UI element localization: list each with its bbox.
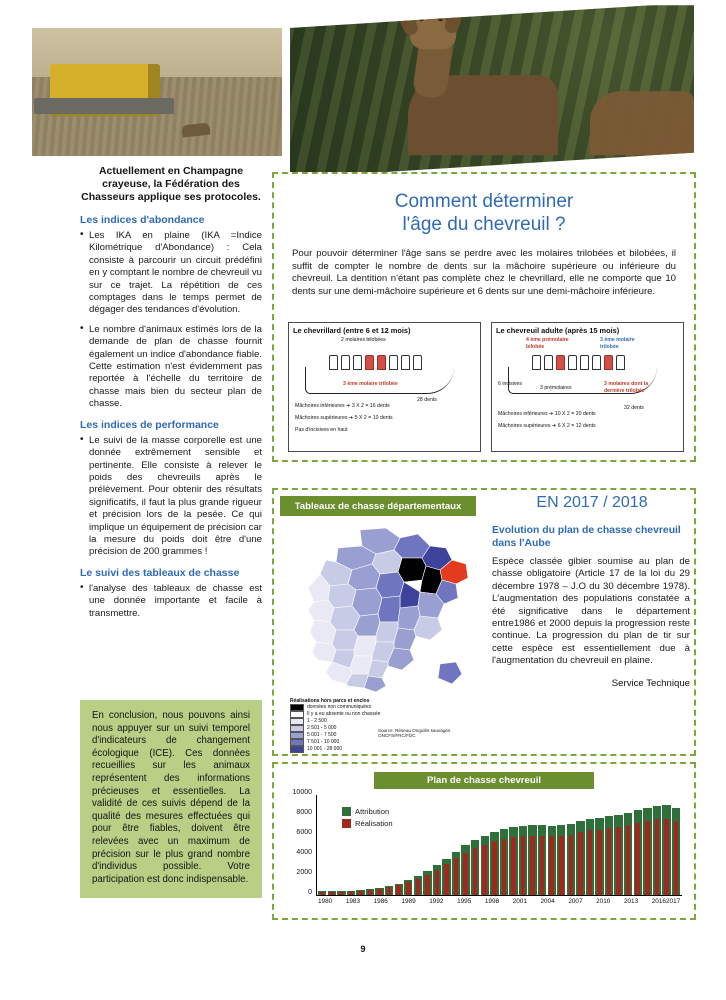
x-tick-label	[534, 898, 541, 905]
bar-realisation	[502, 839, 507, 895]
chart-plot	[282, 789, 690, 917]
age-box-title	[288, 190, 680, 236]
y-tick-label: 4000	[296, 849, 312, 856]
x-tick-label	[527, 898, 534, 905]
section-title-tableaux: Le suivi des tableaux de chasse	[80, 566, 240, 579]
legend-label-attribution: Attribution	[355, 807, 390, 816]
x-tick-label	[583, 898, 590, 905]
jaw-juvenile-line1: Mâchoires inférieures ➜ 3 X 2 = 16 dents	[295, 403, 390, 409]
bar-realisation	[387, 887, 392, 895]
bar-group	[395, 795, 403, 895]
jaw-diagrams	[288, 322, 684, 452]
legend-swatch	[290, 739, 304, 746]
bar-group	[375, 795, 383, 895]
x-tick-label: 2010	[596, 898, 611, 905]
list-item: • l'analyse des tableaux de chasse est une donnée importante et facile à transmettre.	[80, 583, 262, 620]
bar-group	[624, 795, 632, 895]
jaw-adult-title: Le chevreuil adulte (après 15 mois)	[496, 326, 620, 335]
bar-group	[481, 795, 489, 895]
jaw-diagram-juvenile	[288, 322, 481, 452]
map-legend	[290, 698, 480, 753]
chart-bars	[318, 795, 680, 895]
x-tick-label: 2013	[623, 898, 639, 905]
bar-group	[433, 795, 441, 895]
jaw-juvenile-line3: Pas d'incisives en haut	[295, 427, 348, 433]
x-tick-label: 1983	[345, 898, 361, 905]
legend-swatch	[290, 732, 304, 739]
list-tableaux	[80, 583, 262, 620]
page-number: 9	[360, 944, 366, 954]
x-tick-label	[589, 898, 596, 905]
x-tick-label	[388, 898, 395, 905]
bar-group	[548, 795, 556, 895]
legend-item	[290, 711, 480, 718]
x-tick-label	[610, 898, 617, 905]
jaw-adult-label-e: 3 molaires dont la dernière trilobée	[604, 381, 649, 394]
bar-realisation	[655, 819, 660, 895]
bar-realisation	[473, 848, 478, 895]
bar-group	[595, 795, 603, 895]
bar-realisation	[578, 832, 583, 895]
bar-realisation	[549, 836, 554, 895]
bar-realisation	[339, 892, 344, 896]
bar-group	[614, 795, 622, 895]
jaw-adult-label-a: 4 ème prémolaire bilobée	[526, 337, 569, 350]
bar-realisation	[616, 827, 621, 895]
x-tick-label	[638, 898, 645, 905]
bar-group	[528, 795, 536, 895]
tooth	[353, 355, 362, 370]
x-tick-label: 1980	[318, 898, 333, 905]
bar-realisation	[349, 891, 354, 895]
deer-antler-left	[416, 3, 424, 21]
x-tick-label	[395, 898, 402, 905]
bar-realisation	[530, 836, 535, 896]
chart-title: Plan de chasse chevreuil	[374, 772, 594, 789]
bar-group	[318, 795, 326, 895]
bar-realisation	[626, 825, 631, 895]
tooth-highlighted	[365, 355, 374, 370]
jaw-adult-line1: Mâchoires inférieures ➜ 10 X 2 = 20 dents	[498, 411, 596, 417]
bar-group	[461, 795, 469, 895]
age-box-lead: Pour pouvoir déterminer l'âge sans se perdre avec les molaires trilobées et bilobées, il suffit de compter le nombre de dents sur la mâchoire supérieure ou inférieure du chevreuil. La dentition n'étant pas complète chez le chevrillard, elle ne comporte que 10 dents sur une demi-mâchoire supérieure et 6 dents sur une demi-mâchoire inférieure.	[292, 248, 676, 297]
tooth	[389, 355, 398, 370]
bar-group	[509, 795, 517, 895]
x-tick-label	[506, 898, 513, 905]
list-item: • Le suivi de la masse corporelle est une donnée extrêmement sensible et pertinente. Elle consiste à relever le poids des chevreuils après le prélèvement. Pour obtenir des résultats significatifs, il faut la plus grande rigueur et précision lors de la pesée. Ce qui implique un équipement de précision car la mesure du poids doit être d'une précision de 200 grammes !	[80, 435, 262, 559]
tooth-highlighted	[604, 355, 613, 370]
x-tick-label	[450, 898, 457, 905]
legend-label: 10 001 - 28 000	[307, 746, 343, 752]
y-tick-label: 10000	[292, 789, 312, 796]
left-column	[80, 165, 262, 627]
x-tick-label: 1992	[429, 898, 444, 905]
list-abondance	[80, 230, 262, 411]
x-tick-label: 2016	[651, 898, 666, 905]
legend-label: données non communiquées	[307, 704, 372, 710]
conclusion-text: En conclusion, nous pouvons ainsi nous appuyer sur un suivi temporel d'indicateurs de changement écologique (ICE). Ces données recueillies sur les animaux représentent des informations précieuses et essentielles. La validité de ces suivis dépend de la qualité des mesures effectuées qui pour être fiables, doivent être relevées avec un maximum de précision sur le plus grand nombre d'individus possible. Votre participation est donc indispensable.	[92, 710, 250, 885]
bar-group	[662, 795, 670, 895]
x-tick-label	[332, 898, 339, 905]
legend-item	[290, 746, 480, 753]
age-box-title-line1: Comment déterminer	[394, 191, 574, 212]
bar-realisation	[607, 828, 612, 895]
photo-harvester	[32, 28, 282, 156]
y-axis	[316, 795, 317, 895]
signature: Service Technique	[611, 677, 690, 689]
bar-group	[538, 795, 546, 895]
section-title-performance: Les indices de performance	[80, 418, 219, 431]
x-axis	[316, 895, 682, 896]
bar-group	[385, 795, 393, 895]
chasse-heading: Evolution du plan de chasse chevreuil dans l'Aube	[492, 525, 681, 549]
bar-realisation	[425, 875, 430, 896]
chasse-box	[272, 488, 696, 756]
bar-group	[605, 795, 613, 895]
bar-group	[423, 795, 431, 895]
map-source: Source: Réseau Ongulés sauvages ONCFS/FRC/FDC	[378, 728, 451, 738]
tooth	[401, 355, 410, 370]
legend-swatch	[290, 704, 304, 711]
period-title: EN 2017 / 2018	[536, 494, 648, 511]
x-tick-label	[499, 898, 506, 905]
bar-realisation	[454, 858, 459, 895]
bar-realisation	[444, 864, 449, 895]
legend-swatch	[290, 711, 304, 718]
x-tick-label	[617, 898, 624, 905]
bar-group	[347, 795, 355, 895]
jaw-adult-teeth	[532, 355, 625, 370]
bar-realisation	[511, 837, 516, 895]
y-tick-label: 0	[308, 889, 312, 896]
bar-realisation	[320, 892, 325, 895]
header-photos	[32, 28, 694, 158]
bar-group	[634, 795, 642, 895]
legend-label: 2 501 - 5 000	[307, 725, 337, 731]
x-tick-label	[360, 898, 367, 905]
bar-realisation	[396, 885, 401, 895]
bar-group	[557, 795, 565, 895]
jaw-adult-label-d: 3 prémolaires	[540, 385, 572, 391]
tooth	[413, 355, 422, 370]
x-tick-label	[555, 898, 562, 905]
bar-realisation	[406, 882, 411, 895]
section-title-abondance: Les indices d'abondance	[80, 214, 205, 226]
tableaux-chasse-tag: Tableaux de chasse départementaux	[280, 496, 476, 516]
chart-box	[272, 762, 696, 920]
jaw-juvenile-teeth	[329, 355, 422, 370]
bar-group	[576, 795, 584, 895]
bar-realisation	[435, 870, 440, 896]
jaw-juvenile-label-mid: 3 ème molaire trilobée	[343, 381, 398, 387]
legend-label-realisation: Réalisation	[355, 819, 393, 828]
x-tick-label: 1986	[373, 898, 388, 905]
jaw-juvenile-label-top: 2 molaires bilobées	[341, 337, 386, 343]
bar-group	[653, 795, 661, 895]
x-tick-label: 1989	[401, 898, 416, 905]
bar-group	[471, 795, 479, 895]
bar-group	[414, 795, 422, 895]
bar-group	[356, 795, 364, 895]
jaw-adult-right-note: 32 dents	[624, 405, 644, 411]
bar-realisation	[674, 821, 679, 895]
legend-swatch	[290, 725, 304, 732]
jaw-adult-label-c: 6 incisives	[498, 381, 522, 387]
bar-group	[672, 795, 680, 895]
list-item: • Les IKA en plaine (IKA =Indice Kilométrique d'Abondance) : Cela consiste à parcourir un circuit prédéfini en y comptant le nombre de chevreuil vu sur ce trajet. La répétition de ces comptages dans le temps permet de dégager des tendances d'évolution.	[80, 230, 262, 317]
y-tick-label: 8000	[296, 809, 312, 816]
jaw-adult-label-b: 3 ème molaire trilobée	[600, 337, 635, 350]
bar-group	[337, 795, 345, 895]
legend-label: 5 001 - 7 500	[307, 732, 337, 738]
legend-item	[290, 718, 480, 725]
bar-realisation	[597, 830, 602, 896]
jaw-juvenile-line2: Mâchoires supérieures ➜ 5 X 2 = 10 dents	[295, 415, 393, 421]
bar-realisation	[521, 836, 526, 895]
x-tick-labels	[318, 898, 680, 905]
legend-swatch	[290, 746, 304, 753]
bar-realisation	[377, 889, 382, 895]
age-box-title-line2: l'âge du chevreuil ?	[402, 214, 566, 235]
bar-realisation	[482, 845, 487, 895]
bar-group	[366, 795, 374, 895]
bar-group	[519, 795, 527, 895]
france-map-svg	[290, 524, 476, 696]
bar-realisation	[329, 892, 334, 895]
bar-group	[567, 795, 575, 895]
bar-realisation	[559, 836, 564, 896]
bar-realisation	[368, 890, 373, 895]
legend-label: 7 501 - 10 000	[307, 739, 340, 745]
conclusion-box	[80, 700, 262, 898]
bar-realisation	[463, 853, 468, 896]
tooth	[341, 355, 350, 370]
x-tick-label	[339, 898, 346, 905]
bar-realisation	[569, 835, 574, 895]
bar-group	[490, 795, 498, 895]
bar-realisation	[492, 841, 497, 895]
bar-group	[500, 795, 508, 895]
x-tick-label	[471, 898, 478, 905]
age-determination-box	[272, 172, 696, 462]
tooth-highlighted	[556, 355, 565, 370]
photo-roe-deer-inner	[290, 5, 694, 178]
x-tick-label	[367, 898, 374, 905]
tooth	[580, 355, 589, 370]
legend-item	[290, 739, 480, 746]
bar-group	[442, 795, 450, 895]
tooth	[568, 355, 577, 370]
france-map	[282, 522, 484, 752]
jaw-juvenile-right-note: 28 dents	[417, 397, 437, 403]
bar-group	[452, 795, 460, 895]
x-tick-label	[478, 898, 485, 905]
jaw-diagram-adult	[491, 322, 684, 452]
x-tick-label	[562, 898, 569, 905]
bar-realisation	[635, 823, 640, 895]
jaw-juvenile-title: Le chevrillard (entre 6 et 12 mois)	[293, 326, 411, 335]
map-legend-title: Réalisations hors parcs et enclos	[290, 698, 370, 704]
tooth	[616, 355, 625, 370]
x-tick-label: 1998	[484, 898, 500, 905]
bar-realisation	[664, 819, 669, 896]
x-tick-label	[422, 898, 429, 905]
x-tick-label: 2001	[512, 898, 527, 905]
bar-group	[328, 795, 336, 895]
tooth	[329, 355, 338, 370]
x-tick-label: 2017	[665, 898, 681, 905]
x-tick-label: 2007	[568, 898, 583, 905]
bar-realisation	[358, 891, 363, 895]
intro-paragraph: Actuellement en Champagne crayeuse, la Fédération des Chasseurs applique ses protocoles.	[81, 165, 261, 203]
x-tick-label	[645, 898, 652, 905]
x-tick-label: 1995	[457, 898, 472, 905]
x-tick-label	[416, 898, 423, 905]
legend-label: Il y a eu absente ou non chassée	[307, 711, 381, 717]
chasse-body: Espèce classée gibier soumise au plan de chasse obligatoire (Article 17 de la loi du 29 décembre 1978 – J.O du 30 décembre 1978). L'augmentation des populations constatée a été significative dans le département entre1986 et 2000 depuis la progression reste continue. La progression du plan de tir sur cette espèce est essentiellement due à l'augmentation du chevreuil en plaine.	[492, 556, 690, 667]
bar-group	[404, 795, 412, 895]
bar-realisation	[645, 821, 650, 895]
bar-realisation	[540, 836, 545, 896]
bar-group	[586, 795, 594, 895]
deer-background-body	[590, 91, 694, 155]
tooth	[532, 355, 541, 370]
legend-label: 1 - 2 500	[307, 718, 327, 724]
chasse-text-block	[492, 524, 690, 689]
tooth	[592, 355, 601, 370]
tooth	[544, 355, 553, 370]
y-tick-label: 6000	[296, 829, 312, 836]
jaw-adult-line2: Mâchoires supérieures ➜ 6 X 2 = 12 dents	[498, 423, 596, 429]
list-item: • Le nombre d'animaux estimés lors de la demande de plan de chasse fournit également un indice d'abondance fiable. Cette estimation n'est évidemment pas reportée à l'échelle du territoire de chasse mais bien du secteur plan de chasse.	[80, 324, 262, 411]
x-tick-label: 2004	[540, 898, 555, 905]
photo-roe-deer	[290, 3, 694, 178]
x-tick-label	[443, 898, 450, 905]
bar-group	[643, 795, 651, 895]
bar-realisation	[416, 879, 421, 895]
legend-item	[290, 704, 480, 711]
y-tick-label: 2000	[296, 869, 312, 876]
legend-swatch	[290, 718, 304, 725]
list-performance	[80, 435, 262, 559]
tooth-highlighted	[377, 355, 386, 370]
bar-realisation	[588, 830, 593, 895]
harvester-icon	[50, 64, 160, 116]
